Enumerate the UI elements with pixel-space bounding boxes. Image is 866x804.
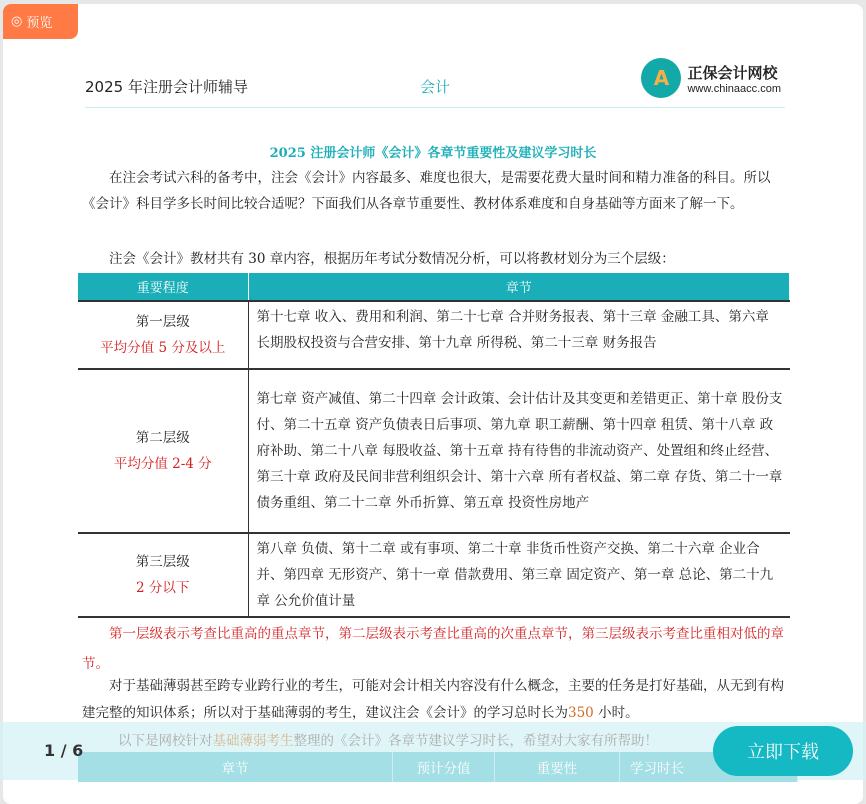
logo: A 正保会计网校 www.chinaacc.com [641,58,781,98]
level-note: 第一层级表示考查比重高的重点章节，第二层级表示考查比重高的次重点章节，第三层级表示考查比重相对低的章节。 [82,626,784,672]
level-label: 第三层级 [135,554,190,570]
col-header-chapters: 章节 [248,273,790,301]
header-subject: 会计 [420,78,451,96]
study-hours: 350 [568,705,594,721]
chapters-cell: 第七章 资产减值、第二十四章 会计政策、会计估计及其变更和差错更正、第十章 股份支付、第二十五章 资产负债表日后事项、第九章 职工薪酬、第十四章 租赁、第十八章 政府补助、第二十八章 每股收益、第十五章 持有待售的非流动资产、处置组和终止经营、第三十章 政府及民间非营利组织会计、第十六章 所有者权益、第二章 存货、第二十一章 债务重组、第二十二章 外币折算、第五章 投资性房地产 [248,369,790,533]
eye-icon: ◎ [11,14,23,29]
download-button[interactable]: 立即下载 [713,726,853,776]
paragraph-advice: 对于基础薄弱甚至跨专业跨行业的考生，可能对会计相关内容没有什么概念，主要的任务是打好基础，从无到有构建完整的知识体系；所以对于基础薄弱的考生，建议注会《会计》的学习总时长为350 小时。 [82,678,784,721]
table-row [78,533,790,617]
col-header: 章节 [78,752,393,782]
table-row [78,369,790,533]
level-score: 2 分以下 [136,580,190,596]
table-row [78,301,790,369]
level-label: 第二层级 [135,430,190,446]
col-header-importance: 重要程度 [78,273,248,301]
chapters-cell: 第八章 负债、第十二章 或有事项、第二十章 非货币性资产交换、第二十六章 企业合并、第四章 无形资产、第十一章 借款费用、第三章 固定资产、第一章 总论、第二十九章 公允价值计量 [248,533,790,617]
level-label: 第一层级 [135,314,190,330]
col-header: 学习时长 [620,752,798,782]
level-score: 平均分值 5 分及以上 [100,340,226,356]
doc-header [85,56,785,108]
paragraph-intro: 在注会考试六科的备考中，注会《会计》内容最多、难度也很大，是需要花费大量时间和精力准备的科目。所以《会计》科目学多长时间比较合适呢？下面我们从各章节重要性、教材体系难度和自身基础等方面来了解一下。 [82,170,771,212]
doc-title: 2025 注册会计师《会计》各章节重要性及建议学习时长 [269,146,597,161]
header-title: 2025 年注册会计师辅导 [85,78,248,96]
col-header: 重要性 [495,752,620,782]
chapter-importance-table [78,273,790,618]
chapters-cell: 第十七章 收入、费用和利润、第二十七章 合并财务报表、第十三章 金融工具、第六章 长期股权投资与合营安排、第十九章 所得税、第二十三章 财务报告 [248,301,790,369]
col-header: 预计分值 [393,752,495,782]
paragraph-next: 以下是网校针对基础薄弱考生整理的《会计》各章节建议学习时长，希望对大家有所帮助！ [118,733,658,749]
level-score: 平均分值 2-4 分 [113,456,212,472]
paragraph-structure: 注会《会计》教材共有 30 章内容，根据历年考试分数情况分析，可以将教材划分为三个层级： [109,251,675,267]
page-indicator: 1 / 6 [44,741,84,760]
logo-icon: A [641,58,681,98]
preview-badge[interactable]: ◎ 预览 [3,4,78,39]
study-time-table-header [78,752,798,782]
